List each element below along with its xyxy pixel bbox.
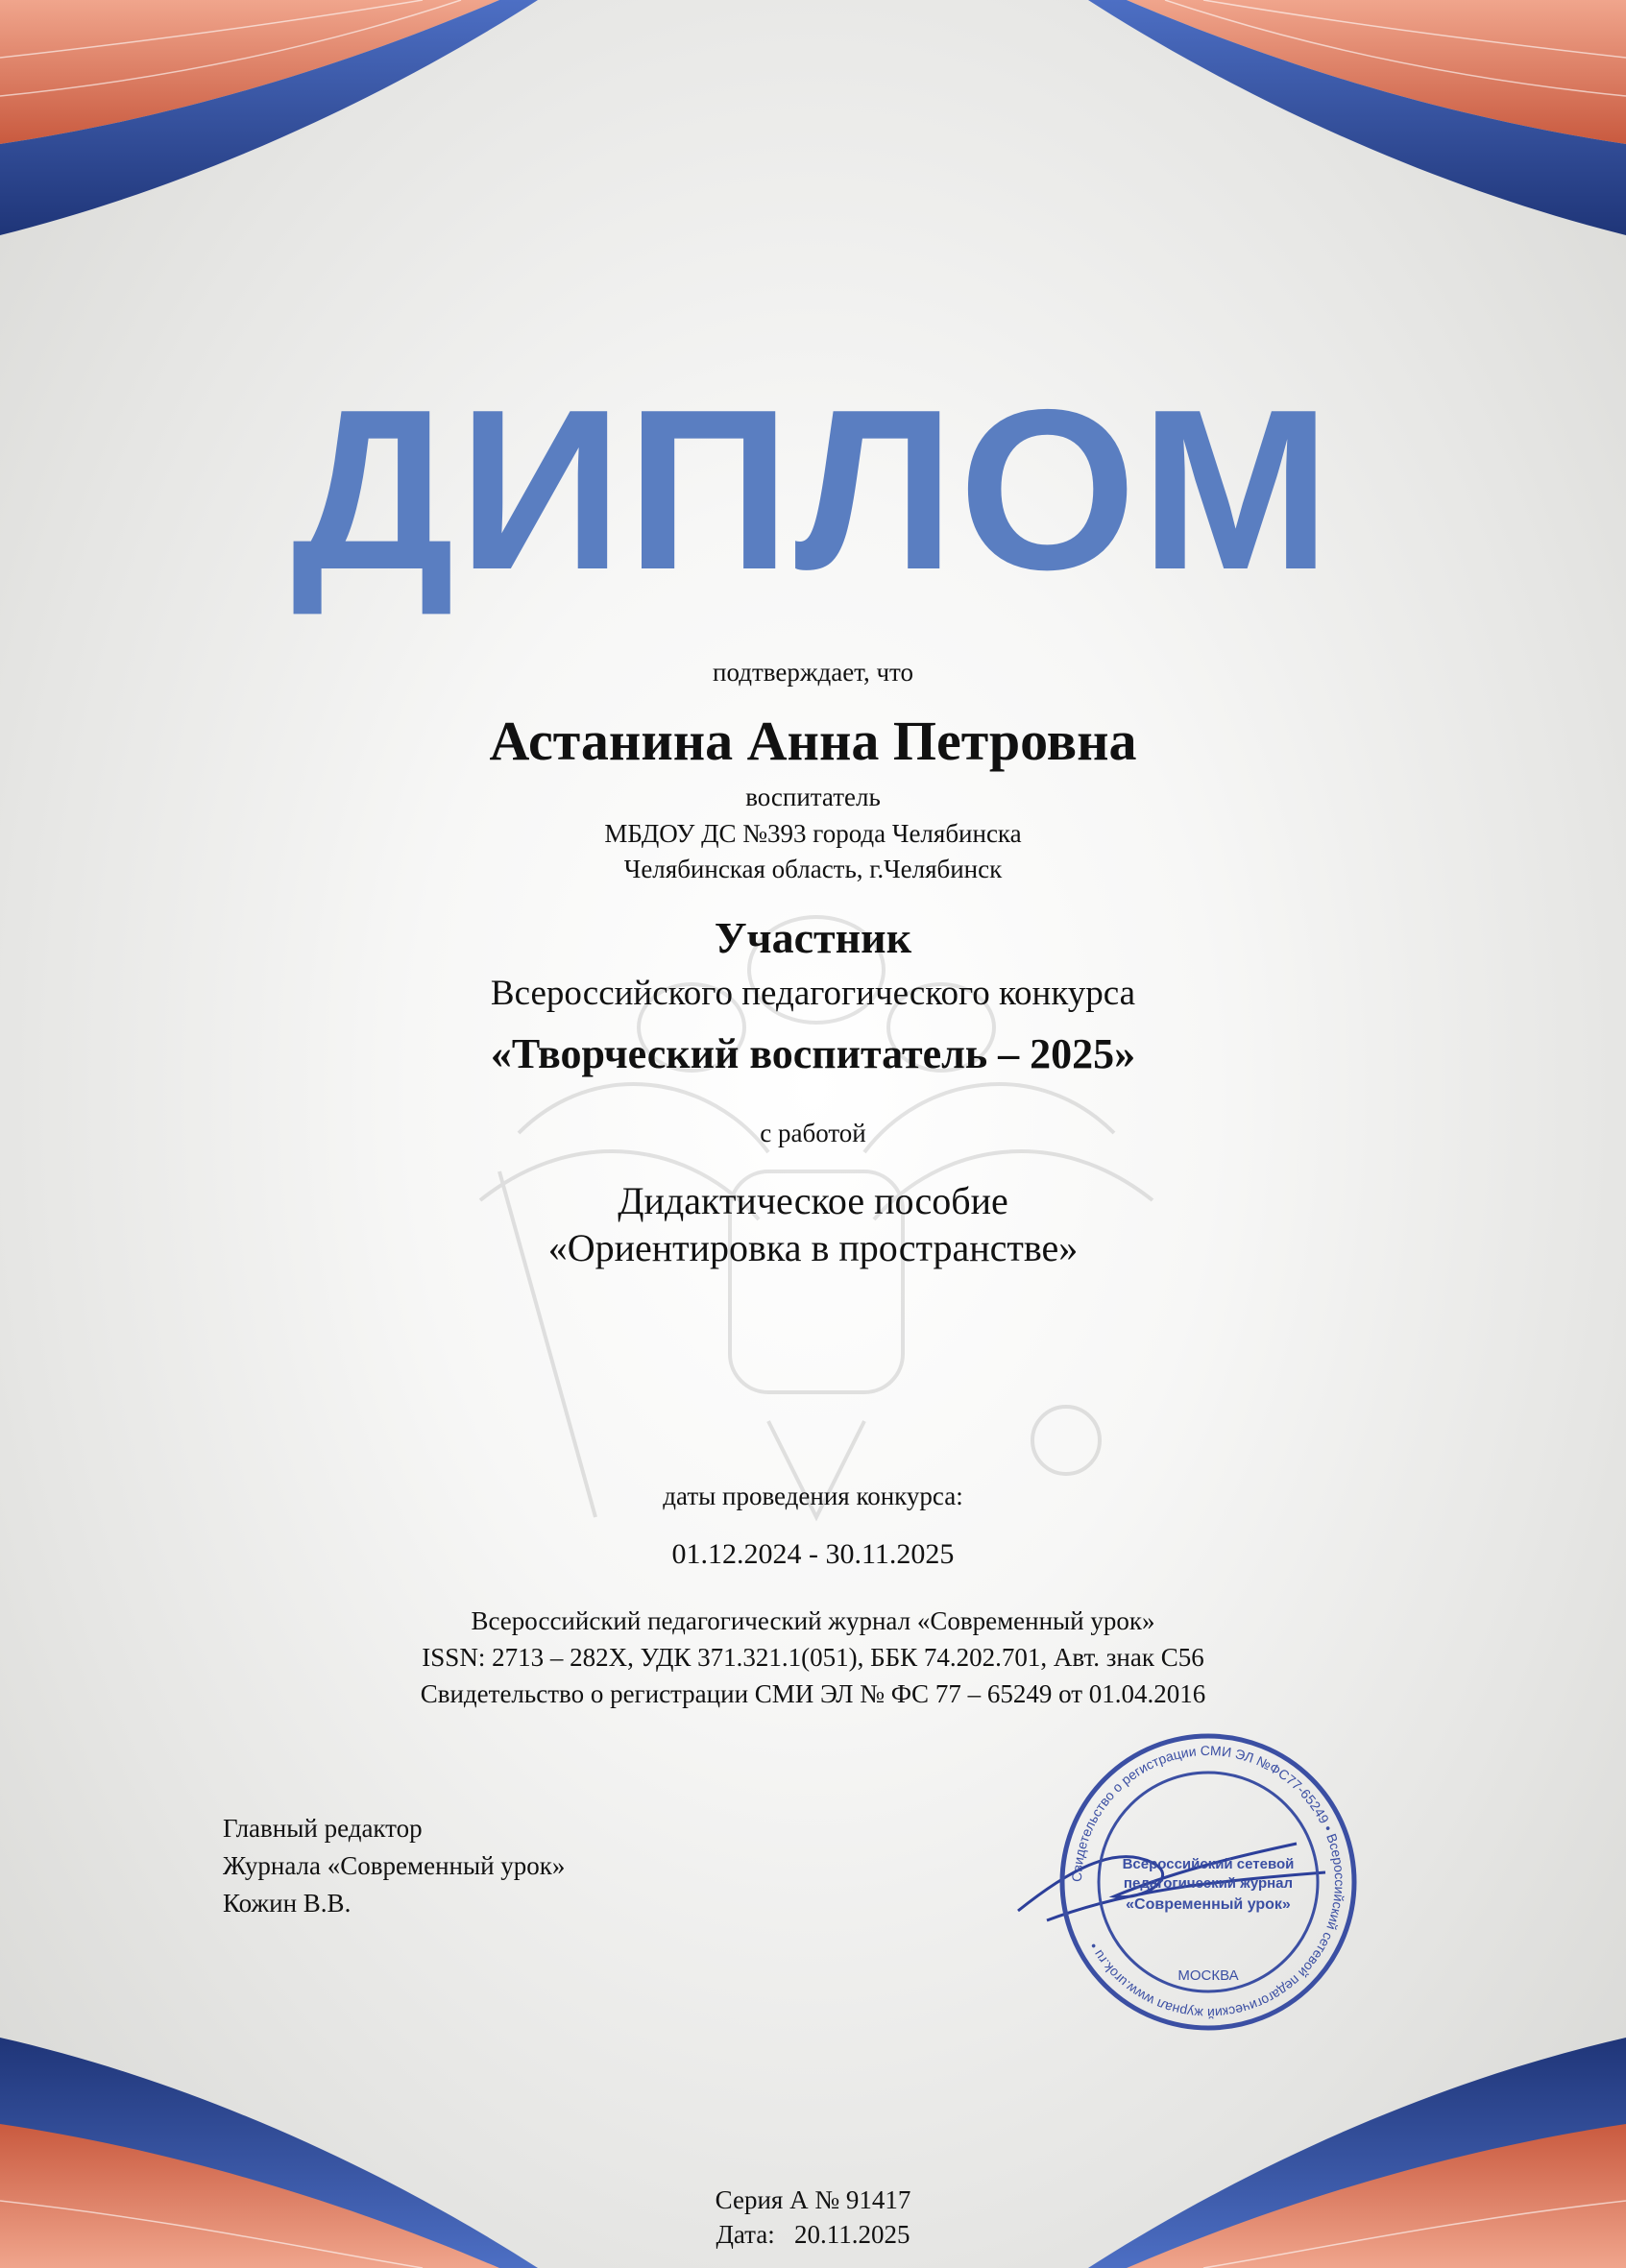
recipient-location: Челябинская область, г.Челябинск <box>623 855 1003 883</box>
award-status: Участник <box>714 913 912 962</box>
publisher-line1: Всероссийский педагогический журнал «Современный урок» <box>471 1606 1155 1635</box>
stamp-inner-line3: «Современный урок» <box>1126 1896 1291 1913</box>
publisher-line3: Свидетельство о регистрации СМИ ЭЛ № ФС 77 – 65249 от 01.04.2016 <box>420 1679 1206 1708</box>
stamp-inner-line1: Всероссийский сетевой <box>1122 1856 1295 1872</box>
recipient-organization: МБДОУ ДС №393 города Челябинска <box>604 819 1022 848</box>
stamp-inner-line2: педагогический журнал <box>1123 1875 1294 1892</box>
stamp-outer-text: Свидетельство о регистрации СМИ ЭЛ №ФС77-65249 • Всероссийский сетевой педагогический журнал www.urok.ru • <box>1068 1742 1348 2022</box>
editor-name: Кожин В.В. <box>223 1889 352 1918</box>
with-work-label: с работой <box>760 1119 866 1147</box>
official-stamp <box>1055 1728 1362 2036</box>
editor-title: Главный редактор <box>223 1814 423 1843</box>
recipient-name: Астанина Анна Петровна <box>489 710 1137 772</box>
diploma-title: ДИПЛОМ <box>291 363 1335 617</box>
confirms-text: подтверждает, что <box>713 658 913 687</box>
dates-value: 01.12.2024 - 30.11.2025 <box>671 1538 955 1570</box>
series-number: Серия А № 91417 <box>715 2185 911 2214</box>
editor-journal: Журнала «Современный урок» <box>223 1851 566 1880</box>
contest-line: Всероссийского педагогического конкурса <box>490 974 1136 1013</box>
editor-block <box>223 1810 565 1922</box>
recipient-position: воспитатель <box>745 783 881 811</box>
contest-name: «Творческий воспитатель – 2025» <box>490 1030 1136 1077</box>
work-title-line2: «Ориентировка в пространстве» <box>547 1226 1079 1269</box>
top-ribbon-decoration <box>0 0 1626 288</box>
stamp-city: МОСКВА <box>1177 1967 1239 1984</box>
publisher-line2: ISSN: 2713 – 282X, УДК 371.321.1(051), ББК 74.202.701, Авт. знак С56 <box>422 1643 1204 1672</box>
dates-label: даты проведения конкурса: <box>663 1482 963 1510</box>
issue-date: Дата: 20.11.2025 <box>716 2220 910 2249</box>
work-title-line1: Дидактическое пособие <box>618 1179 1008 1222</box>
